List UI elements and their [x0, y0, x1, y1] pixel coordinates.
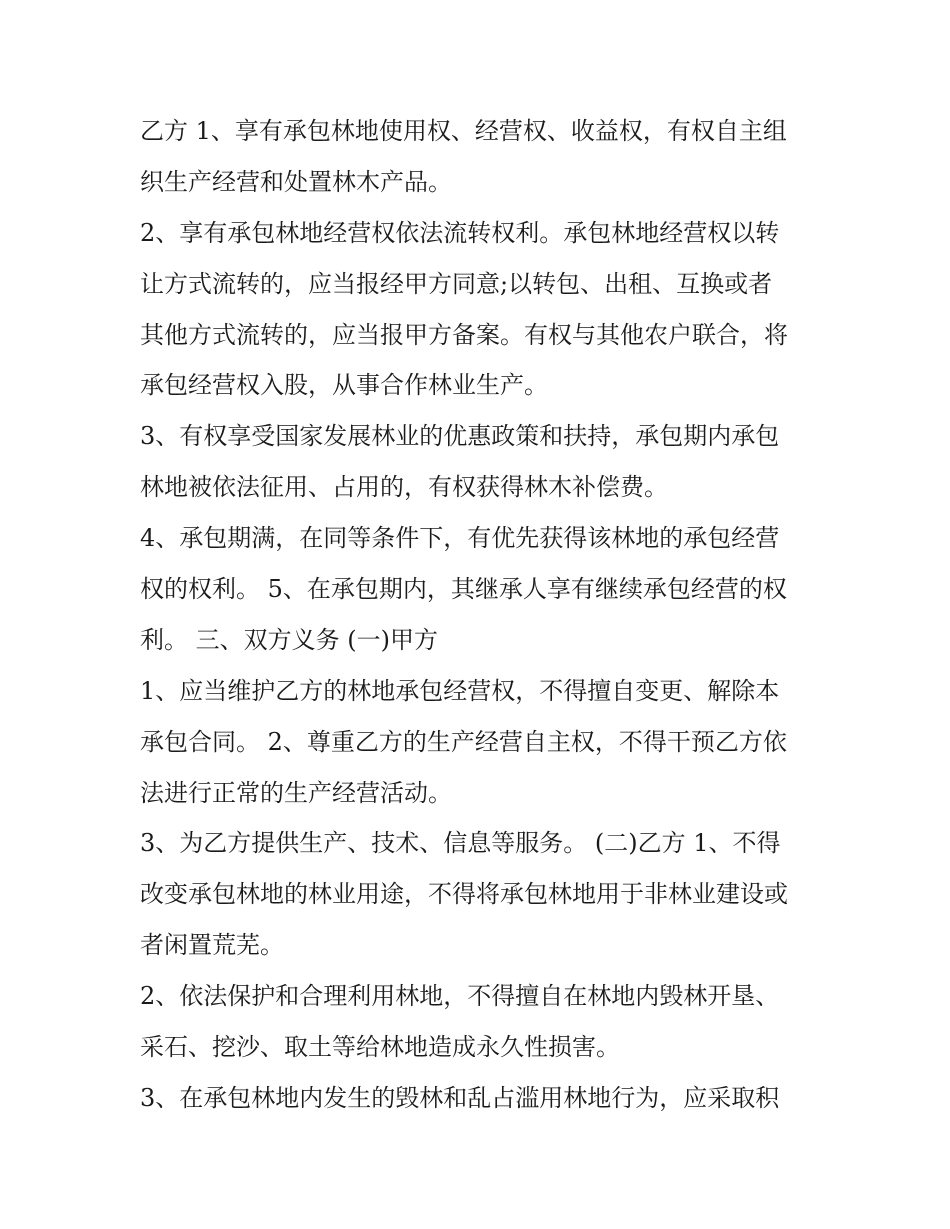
text-line: 3、为乙方提供生产、技术、信息等服务。 (二)乙方 1、不得	[140, 829, 781, 858]
text-line: 2、享有承包林地经营权依法流转权利。承包林地经营权以转	[140, 218, 780, 247]
text-line: 者闲置荒芜。	[140, 931, 284, 960]
text-line: 3、有权享受国家发展林业的优惠政策和扶持，承包期内承包	[140, 422, 780, 451]
text-line: 承包经营权入股，从事合作林业生产。	[140, 371, 548, 400]
text-line: 利。 三、双方义务 (一)甲方	[140, 625, 438, 654]
text-line: 采石、挖沙、取土等给林地造成永久性损害。	[140, 1033, 620, 1062]
text-line: 3、在承包林地内发生的毁林和乱占滥用林地行为，应采取积	[140, 1083, 780, 1112]
text-line: 其他方式流转的，应当报甲方备案。有权与其他农户联合，将	[140, 320, 788, 349]
text-line: 织生产经营和处置林木产品。	[140, 167, 452, 196]
text-line: 权的权利。 5、在承包期内，其继承人享有继续承包经营的权	[140, 575, 787, 604]
text-line: 让方式流转的，应当报经甲方同意;以转包、出租、互换或者	[140, 269, 773, 298]
text-line: 1、应当维护乙方的林地承包经营权，不得擅自变更、解除本	[140, 676, 780, 705]
text-line: 法进行正常的生产经营活动。	[140, 778, 452, 807]
text-line: 乙方 1、享有承包林地使用权、经营权、收益权，有权自主组	[140, 117, 787, 145]
text-line: 承包合同。 2、尊重乙方的生产经营自主权，不得干预乙方依	[140, 727, 787, 756]
text-line: 2、依法保护和合理利用林地，不得擅自在林地内毁林开垦、	[140, 982, 780, 1011]
text-line: 4、承包期满，在同等条件下，有优先获得该林地的承包经营	[140, 524, 780, 553]
document-body	[140, 106, 820, 1124]
text-line: 林地被依法征用、占用的，有权获得林木补偿费。	[140, 473, 668, 502]
text-line: 改变承包林地的林业用途，不得将承包林地用于非林业建设或	[140, 880, 788, 909]
